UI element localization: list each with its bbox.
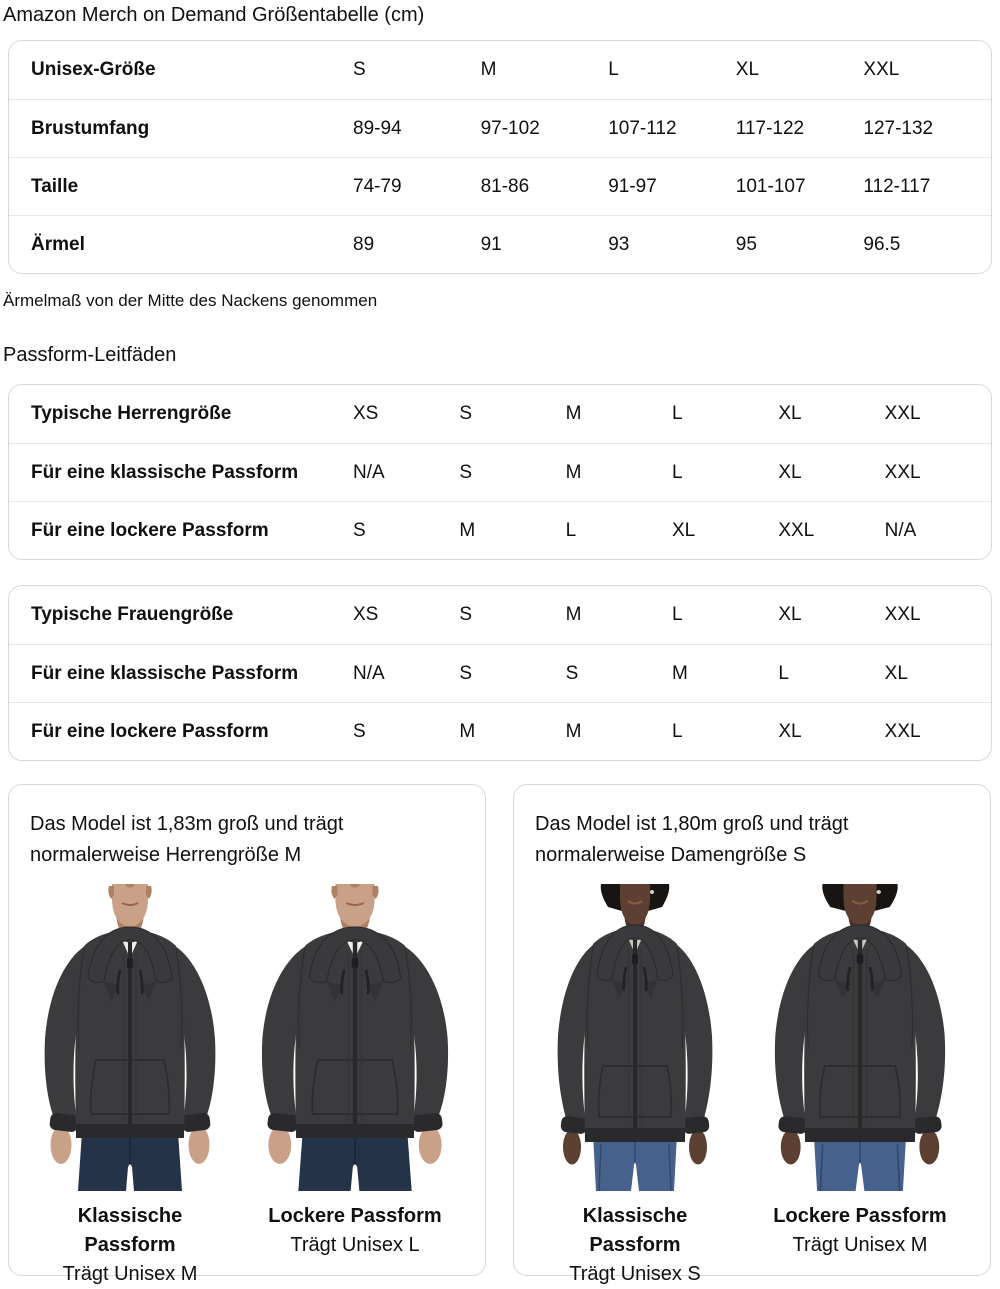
size-cell: S bbox=[459, 461, 473, 483]
fit-guides-heading: Passform-Leitfäden bbox=[3, 344, 177, 366]
measure-cell: 89-94 bbox=[353, 117, 402, 139]
measure-cell: 96.5 bbox=[863, 233, 901, 255]
row-label: Für eine klassische Passform bbox=[31, 461, 299, 483]
size-cell: S bbox=[459, 604, 473, 625]
measure-cell: 91-97 bbox=[608, 175, 657, 197]
row-label: Taille bbox=[31, 175, 79, 197]
size-cell: XL bbox=[735, 59, 760, 80]
measure-cell: 91 bbox=[480, 233, 502, 255]
measure-cell: 74-79 bbox=[353, 175, 402, 197]
model-cards-row bbox=[8, 784, 992, 1285]
measure-cell: 117-122 bbox=[735, 117, 805, 139]
photo-caption bbox=[255, 1202, 455, 1289]
size-cell: M bbox=[565, 403, 582, 424]
size-cell: XXL bbox=[884, 604, 921, 625]
row-label: Unisex-Größe bbox=[31, 59, 156, 80]
size-cell: M bbox=[565, 720, 582, 742]
size-cell: S bbox=[353, 720, 366, 742]
measure-cell: 97-102 bbox=[480, 117, 540, 139]
size-cell: XXL bbox=[884, 461, 921, 483]
row-label: Typische Frauengröße bbox=[31, 604, 234, 625]
caption-row bbox=[30, 1202, 464, 1289]
fit-label: Klassische Passform bbox=[582, 1205, 688, 1256]
size-worn-label: Trägt Unisex S bbox=[569, 1263, 701, 1285]
table-row bbox=[9, 501, 991, 559]
female-loose-fit-photo bbox=[760, 884, 960, 1191]
measure-cell: 93 bbox=[608, 233, 630, 255]
measure-cell: 89 bbox=[353, 233, 375, 255]
size-chart-page bbox=[0, 4, 1000, 1285]
size-cell: XXL bbox=[778, 519, 815, 541]
size-cell: L bbox=[672, 604, 683, 625]
measure-cell: 95 bbox=[735, 233, 757, 255]
womens-model-card bbox=[513, 784, 991, 1285]
size-table bbox=[8, 40, 992, 274]
caption-row bbox=[535, 1202, 969, 1289]
fit-label: Lockere Passform bbox=[268, 1205, 442, 1227]
photo-row bbox=[30, 884, 464, 1191]
male-loose-fit-photo bbox=[255, 884, 455, 1191]
table-row bbox=[9, 41, 991, 99]
size-cell: XL bbox=[778, 720, 802, 742]
row-label: Für eine klassische Passform bbox=[31, 662, 299, 684]
table-row bbox=[9, 644, 991, 702]
row-label: Typische Herrengröße bbox=[31, 403, 232, 424]
row-label: Für eine lockere Passform bbox=[31, 720, 269, 742]
sleeve-measure-note: Ärmelmaß von der Mitte des Nackens genommen bbox=[3, 291, 378, 310]
size-cell: L bbox=[608, 59, 619, 80]
size-cell: XL bbox=[778, 604, 802, 625]
size-cell: L bbox=[565, 519, 577, 541]
fit-label: Klassische Passform bbox=[77, 1205, 183, 1256]
size-cell: S bbox=[353, 519, 366, 541]
size-cell: XS bbox=[353, 403, 379, 424]
photo-caption bbox=[535, 1202, 735, 1289]
size-cell: S bbox=[353, 59, 366, 80]
size-cell: L bbox=[672, 720, 683, 742]
size-cell: N/A bbox=[353, 662, 385, 684]
size-cell: XS bbox=[353, 604, 379, 625]
size-cell: L bbox=[778, 662, 789, 684]
size-worn-label: Trägt Unisex M bbox=[792, 1234, 928, 1256]
size-cell: XXL bbox=[884, 720, 921, 742]
size-worn-label: Trägt Unisex L bbox=[290, 1234, 420, 1256]
row-label: Für eine lockere Passform bbox=[31, 519, 269, 541]
size-cell: XXL bbox=[884, 403, 921, 424]
photo-row bbox=[535, 884, 969, 1191]
size-worn-label: Trägt Unisex M bbox=[62, 1263, 198, 1285]
female-classic-fit-photo bbox=[535, 884, 735, 1191]
size-cell: N/A bbox=[353, 461, 385, 483]
page-title: Amazon Merch on Demand Größentabelle (cm) bbox=[3, 4, 425, 26]
size-cell: M bbox=[565, 461, 582, 483]
measure-cell: 81-86 bbox=[480, 175, 530, 197]
measure-cell: 127-132 bbox=[863, 117, 934, 139]
table-row bbox=[9, 443, 991, 501]
size-cell: S bbox=[565, 662, 579, 684]
photo-caption bbox=[30, 1202, 230, 1289]
table-row bbox=[9, 702, 991, 760]
table-row bbox=[9, 99, 991, 157]
table-row bbox=[9, 586, 991, 644]
size-cell: XXL bbox=[863, 59, 900, 80]
measure-cell: 101-107 bbox=[735, 175, 806, 197]
womens-fit-table bbox=[8, 585, 992, 761]
row-label: Brustumfang bbox=[31, 117, 150, 139]
photo-caption bbox=[760, 1202, 960, 1289]
table-row bbox=[9, 385, 991, 443]
model-description: Das Model ist 1,83m groß und trägt normalerweise Herrengröße M bbox=[30, 813, 344, 866]
size-cell: M bbox=[459, 519, 476, 541]
size-cell: XL bbox=[884, 662, 908, 684]
size-cell: M bbox=[672, 662, 688, 684]
male-classic-fit-photo bbox=[30, 884, 230, 1191]
size-cell: XL bbox=[672, 519, 696, 541]
size-cell: M bbox=[459, 720, 476, 742]
mens-model-card bbox=[8, 784, 486, 1285]
mens-fit-table bbox=[8, 384, 992, 560]
model-description: Das Model ist 1,80m groß und trägt normalerweise Damengröße S bbox=[535, 813, 849, 866]
size-cell: L bbox=[672, 461, 683, 483]
size-cell: N/A bbox=[884, 519, 917, 541]
size-cell: M bbox=[480, 59, 497, 80]
size-cell: XL bbox=[778, 461, 802, 483]
measure-cell: 107-112 bbox=[608, 117, 677, 139]
table-row bbox=[9, 157, 991, 215]
row-label: Ärmel bbox=[31, 233, 85, 255]
size-cell: XL bbox=[778, 403, 802, 424]
fit-label: Lockere Passform bbox=[773, 1205, 947, 1227]
size-cell: L bbox=[672, 403, 683, 424]
size-cell: S bbox=[459, 403, 473, 424]
table-row bbox=[9, 215, 991, 273]
size-cell: M bbox=[565, 604, 582, 625]
size-cell: S bbox=[459, 662, 473, 684]
measure-cell: 112-117 bbox=[863, 175, 931, 197]
